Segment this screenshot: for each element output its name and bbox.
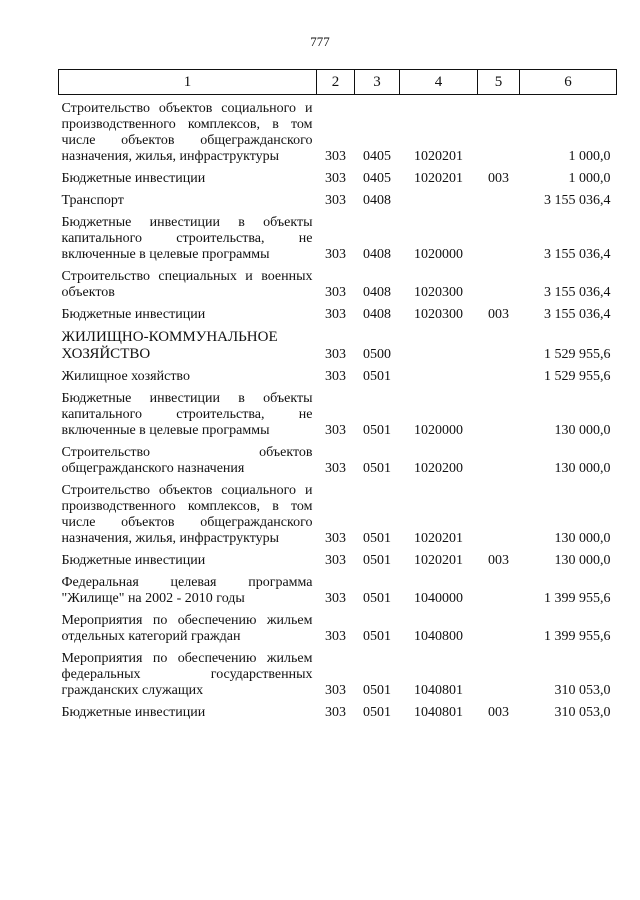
row-code-4: 1040801 xyxy=(414,683,463,698)
row-code-5 xyxy=(478,569,520,607)
row-code-3: 0501 xyxy=(363,705,391,720)
header-col-6: 6 xyxy=(520,70,617,95)
table-body xyxy=(59,95,617,722)
row-amount: 130 000,0 xyxy=(554,531,611,546)
row-amount: 1 529 955,6 xyxy=(544,369,611,384)
header-col-4: 4 xyxy=(400,70,478,95)
row-code-3: 0408 xyxy=(363,285,391,300)
row-code-4: 1020201 xyxy=(414,531,463,546)
row-code-3: 0501 xyxy=(363,591,391,606)
row-amount: 3 155 036,4 xyxy=(544,285,611,300)
row-name: Строительство специальных и военных объектов xyxy=(61,269,313,300)
row-code-5 xyxy=(478,645,520,699)
row-code-4: 1040800 xyxy=(414,629,463,644)
row-name: Бюджетные инвестиции в объекты капитального строительства, не включенные в целевые программы xyxy=(61,215,313,262)
row-code-2: 303 xyxy=(325,423,346,438)
header-col-1: 1 xyxy=(59,70,317,95)
table-row xyxy=(59,547,617,569)
row-code-2: 303 xyxy=(325,705,346,720)
row-code-5: 003 xyxy=(488,171,509,186)
row-code-5 xyxy=(478,363,520,385)
table-row xyxy=(59,439,617,477)
row-amount: 1 399 955,6 xyxy=(544,629,611,644)
table-row xyxy=(59,263,617,301)
row-code-4: 1040000 xyxy=(414,591,463,606)
row-code-2: 303 xyxy=(325,193,346,208)
row-amount: 1 000,0 xyxy=(568,171,611,186)
row-name: Строительство объектов социального и производственного комплексов, в том числе объектов общегражданского назначения, жилья, инфраструктуры xyxy=(61,483,313,546)
row-code-4 xyxy=(400,323,478,363)
row-code-3: 0501 xyxy=(363,369,391,384)
row-name: ЖИЛИЩНО-КОММУНАЛЬНОЕ ХОЗЯЙСТВО xyxy=(61,329,278,362)
table-row xyxy=(59,645,617,699)
row-amount: 130 000,0 xyxy=(554,423,611,438)
row-code-5 xyxy=(478,187,520,209)
row-name: Строительство объектов социального и производственного комплексов, в том числе объектов общегражданского назначения, жилья, инфраструктуры xyxy=(61,101,313,164)
row-code-3: 0501 xyxy=(363,553,391,568)
table-row xyxy=(59,165,617,187)
row-code-2: 303 xyxy=(325,629,346,644)
row-code-2: 303 xyxy=(325,683,346,698)
row-code-2: 303 xyxy=(325,591,346,606)
row-code-4: 1020201 xyxy=(414,171,463,186)
row-code-4: 1040801 xyxy=(414,705,463,720)
row-code-3: 0408 xyxy=(363,307,391,322)
page-number: 777 xyxy=(310,34,330,49)
row-code-5 xyxy=(478,95,520,166)
row-name: Жилищное хозяйство xyxy=(61,369,190,384)
row-code-5 xyxy=(478,607,520,645)
row-code-5: 003 xyxy=(488,553,509,568)
header-col-5: 5 xyxy=(478,70,520,95)
row-code-3: 0501 xyxy=(363,629,391,644)
row-code-3: 0501 xyxy=(363,683,391,698)
table-row xyxy=(59,569,617,607)
row-code-4: 1020000 xyxy=(414,247,463,262)
row-code-2: 303 xyxy=(325,285,346,300)
row-name: Бюджетные инвестиции xyxy=(61,705,206,720)
row-code-2: 303 xyxy=(325,553,346,568)
row-name: Строительство объектов общегражданского назначения xyxy=(61,445,313,476)
row-code-5 xyxy=(478,385,520,439)
row-code-4 xyxy=(400,187,478,209)
row-code-5: 003 xyxy=(488,705,509,720)
row-code-4 xyxy=(400,363,478,385)
row-code-4: 1020300 xyxy=(414,307,463,322)
row-code-4: 1020000 xyxy=(414,423,463,438)
row-code-3: 0408 xyxy=(363,193,391,208)
row-amount: 3 155 036,4 xyxy=(544,247,611,262)
row-code-2: 303 xyxy=(325,307,346,322)
row-amount: 130 000,0 xyxy=(554,553,611,568)
row-code-2: 303 xyxy=(325,531,346,546)
row-code-2: 303 xyxy=(325,247,346,262)
row-code-4: 1020200 xyxy=(414,461,463,476)
table-row xyxy=(59,607,617,645)
row-amount: 130 000,0 xyxy=(554,461,611,476)
row-amount: 310 053,0 xyxy=(554,683,611,698)
row-code-4: 1020300 xyxy=(414,285,463,300)
row-code-3: 0405 xyxy=(363,171,391,186)
table-row xyxy=(59,477,617,547)
row-code-2: 303 xyxy=(325,149,346,164)
row-amount: 310 053,0 xyxy=(554,705,611,720)
row-code-5 xyxy=(478,323,520,363)
row-code-3: 0501 xyxy=(363,531,391,546)
table-row xyxy=(59,209,617,263)
row-code-5 xyxy=(478,439,520,477)
row-amount: 1 399 955,6 xyxy=(544,591,611,606)
row-code-5 xyxy=(478,209,520,263)
table-row xyxy=(59,699,617,721)
row-name: Мероприятия по обеспечению жильем федеральных государственных гражданских служащих xyxy=(61,651,313,698)
row-code-5 xyxy=(478,263,520,301)
row-code-3: 0500 xyxy=(363,347,391,362)
row-code-3: 0501 xyxy=(363,423,391,438)
header-col-3: 3 xyxy=(355,70,400,95)
row-code-5 xyxy=(478,477,520,547)
row-code-2: 303 xyxy=(325,369,346,384)
row-amount: 1 000,0 xyxy=(568,149,611,164)
table-header-row xyxy=(59,70,617,95)
row-code-3: 0501 xyxy=(363,461,391,476)
row-amount: 1 529 955,6 xyxy=(544,347,611,362)
table-row xyxy=(59,363,617,385)
row-name: Бюджетные инвестиции xyxy=(61,307,206,322)
row-code-3: 0408 xyxy=(363,247,391,262)
table-row xyxy=(59,301,617,323)
budget-table xyxy=(58,69,617,721)
row-code-4: 1020201 xyxy=(414,553,463,568)
row-name: Бюджетные инвестиции xyxy=(61,171,206,186)
table-row xyxy=(59,187,617,209)
table-row xyxy=(59,323,617,363)
row-code-5: 003 xyxy=(488,307,509,322)
row-name: Транспорт xyxy=(61,193,124,208)
row-code-3: 0405 xyxy=(363,149,391,164)
row-amount: 3 155 036,4 xyxy=(544,307,611,322)
row-code-4: 1020201 xyxy=(414,149,463,164)
row-name: Бюджетные инвестиции xyxy=(61,553,206,568)
row-name: Федеральная целевая программа "Жилище" на 2002 - 2010 годы xyxy=(61,575,313,606)
table-row xyxy=(59,385,617,439)
header-col-2: 2 xyxy=(317,70,355,95)
row-amount: 3 155 036,4 xyxy=(544,193,611,208)
row-code-2: 303 xyxy=(325,461,346,476)
row-code-2: 303 xyxy=(325,171,346,186)
row-code-2: 303 xyxy=(325,347,346,362)
table-row xyxy=(59,95,617,166)
row-name: Бюджетные инвестиции в объекты капитального строительства, не включенные в целевые программы xyxy=(61,391,313,438)
row-name: Мероприятия по обеспечению жильем отдельных категорий граждан xyxy=(61,613,313,644)
